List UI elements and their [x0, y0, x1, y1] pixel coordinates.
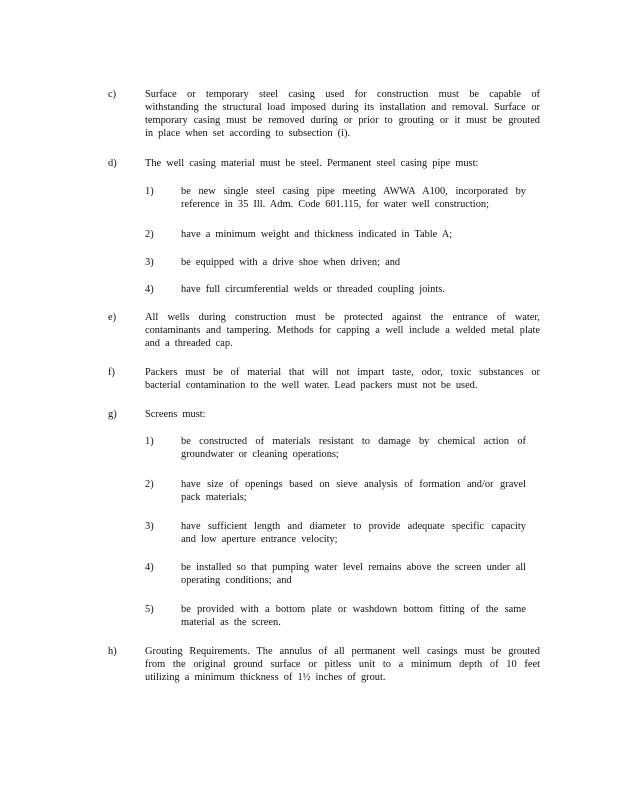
subsection-number: 5): [145, 604, 154, 615]
section-letter: h): [108, 646, 117, 657]
section-text: Packers must be of material that will not impart taste, odor, toxic substances or bacterial contamination to the well water. Lead packers must not be used.: [145, 367, 540, 391]
subsection-number: 2): [145, 479, 154, 490]
section-text: Screens must:: [145, 409, 206, 420]
section-text: Grouting Requirements. The annulus of all permanent well casings must be grouted from the original ground surface or pitless unit to a minimum depth of 10 feet utilizing a minimum thickness of 1½ inches of grout.: [145, 646, 540, 683]
subsection-text: be installed so that pumping water level remains above the screen under all operating conditions; and: [181, 562, 526, 586]
section-text: The well casing material must be steel. Permanent steel casing pipe must:: [145, 158, 479, 169]
subsection-number: 3): [145, 257, 154, 268]
subsection-number: 1): [145, 436, 154, 447]
section-letter: c): [108, 89, 117, 100]
section-letter: g): [108, 409, 117, 420]
subsection-text: have size of openings based on sieve analysis of formation and/or gravel pack materials;: [181, 479, 526, 503]
subsection-number: 2): [145, 229, 154, 240]
subsection-text: be constructed of materials resistant to damage by chemical action of groundwater or cleaning operations;: [181, 436, 526, 460]
subsection-text: be provided with a bottom plate or washdown bottom fitting of the same material as the screen.: [181, 604, 526, 628]
subsection-number: 1): [145, 186, 154, 197]
subsection-text: have full circumferential welds or threaded coupling joints.: [181, 284, 445, 295]
section-letter: e): [108, 312, 117, 323]
subsection-number: 4): [145, 562, 154, 573]
section-text: Surface or temporary steel casing used for construction must be capable of withstanding the structural load imposed during its installation and removal. Surface or temporary casing must be removed during or prior to grouting or it must be grouted in place when set according to subsection (i).: [145, 89, 540, 139]
subsection-text: be new single steel casing pipe meeting AWWA A100, incorporated by reference in 35 Ill. Adm. Code 601.115, for water well construction;: [181, 186, 526, 210]
section-letter: d): [108, 158, 117, 169]
subsection-text: have a minimum weight and thickness indicated in Table A;: [181, 229, 453, 240]
subsection-text: have sufficient length and diameter to provide adequate specific capacity and low aperture entrance velocity;: [181, 521, 526, 545]
subsection-number: 4): [145, 284, 154, 295]
section-letter: f): [108, 367, 115, 378]
subsection-text: be equipped with a drive shoe when driven; and: [181, 257, 401, 268]
subsection-number: 3): [145, 521, 154, 532]
section-text: All wells during construction must be protected against the entrance of water, contaminants and tampering. Methods for capping a well include a welded metal plate and a threaded cap.: [145, 312, 540, 349]
